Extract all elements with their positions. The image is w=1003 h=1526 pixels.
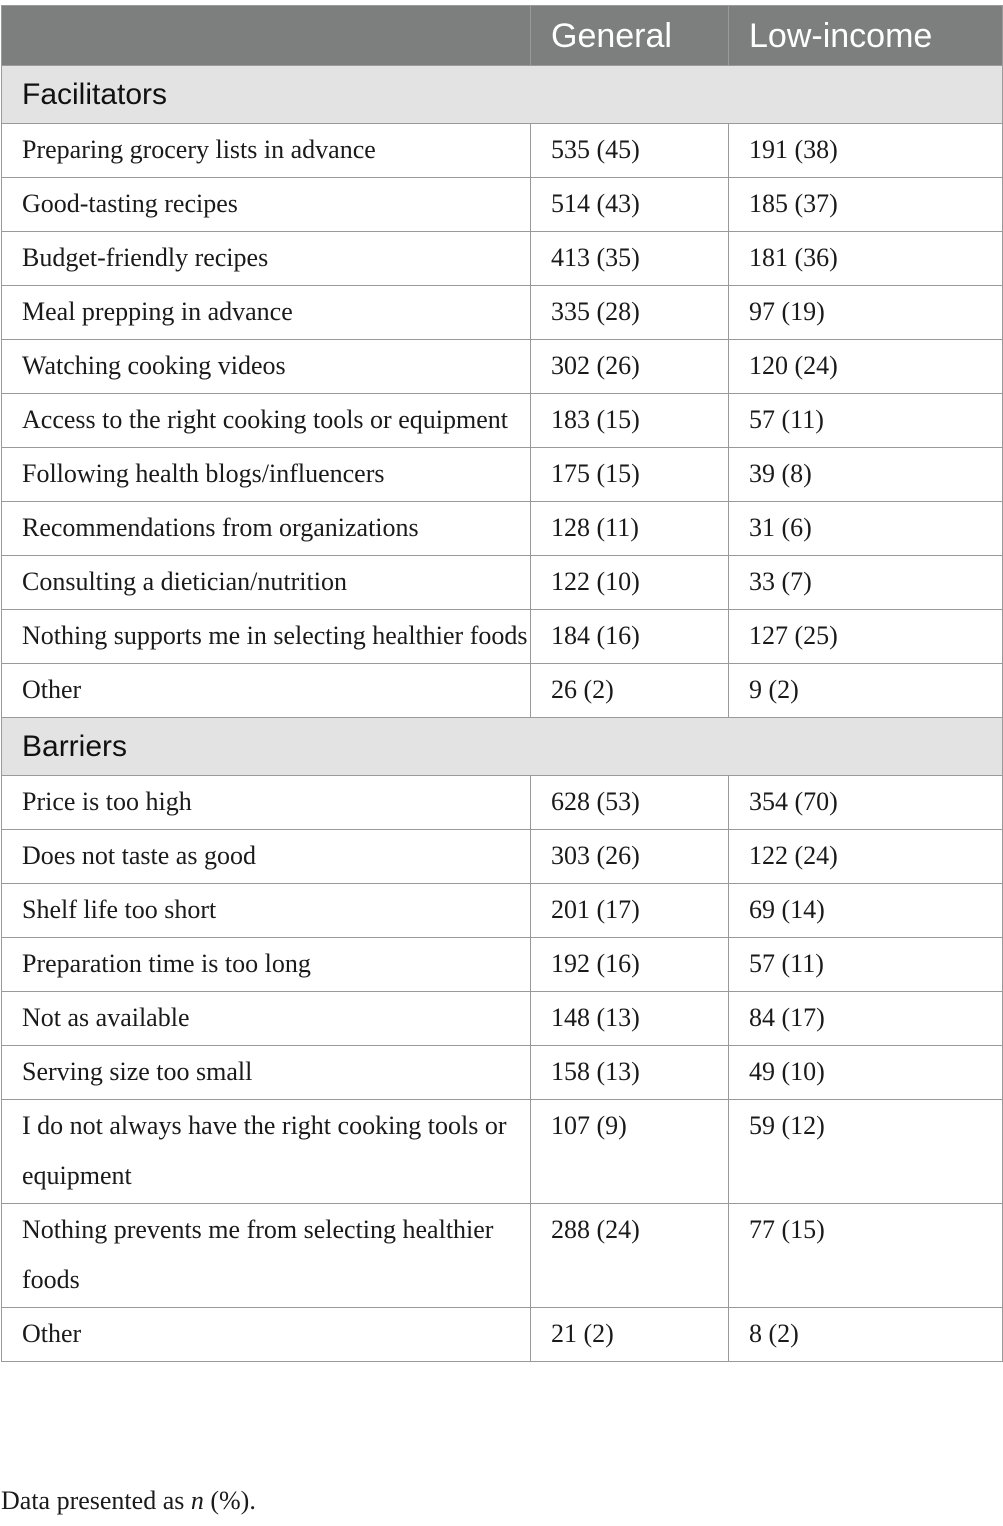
row-label: Serving size too small — [2, 1046, 531, 1100]
table-row — [2, 992, 1003, 1046]
footnote — [1, 1486, 256, 1516]
low-income-value: 97 (19) — [729, 286, 1003, 340]
table-row — [2, 1308, 1003, 1362]
general-value: 288 (24) — [531, 1204, 729, 1308]
general-value: 175 (15) — [531, 448, 729, 502]
low-income-value: 181 (36) — [729, 232, 1003, 286]
general-value: 335 (28) — [531, 286, 729, 340]
low-income-value: 122 (24) — [729, 830, 1003, 884]
row-label: Budget-friendly recipes — [2, 232, 531, 286]
row-label: Preparing grocery lists in advance — [2, 124, 531, 178]
table-row — [2, 556, 1003, 610]
table-row — [2, 938, 1003, 992]
row-label: Following health blogs/influencers — [2, 448, 531, 502]
low-income-value: 49 (10) — [729, 1046, 1003, 1100]
row-label: Preparation time is too long — [2, 938, 531, 992]
table-row — [2, 884, 1003, 938]
general-value: 122 (10) — [531, 556, 729, 610]
low-income-value: 57 (11) — [729, 938, 1003, 992]
row-label: Other — [2, 1308, 531, 1362]
row-label: Watching cooking videos — [2, 340, 531, 394]
general-value: 107 (9) — [531, 1100, 729, 1204]
table-row — [2, 502, 1003, 556]
low-income-value: 185 (37) — [729, 178, 1003, 232]
section-row — [2, 718, 1003, 776]
low-income-value: 8 (2) — [729, 1308, 1003, 1362]
section-title: Facilitators — [2, 66, 1003, 124]
header-empty — [2, 6, 531, 66]
footnote-prefix: Data presented as — [1, 1486, 191, 1515]
general-value: 21 (2) — [531, 1308, 729, 1362]
general-value: 128 (11) — [531, 502, 729, 556]
general-value: 201 (17) — [531, 884, 729, 938]
general-value: 158 (13) — [531, 1046, 729, 1100]
table-header — [2, 6, 1003, 66]
row-label: Shelf life too short — [2, 884, 531, 938]
table-row — [2, 610, 1003, 664]
table-row — [2, 178, 1003, 232]
table-row — [2, 1100, 1003, 1204]
row-label: Price is too high — [2, 776, 531, 830]
table-row — [2, 232, 1003, 286]
data-table — [1, 5, 1003, 1362]
row-label: Nothing prevents me from selecting healthier foods — [2, 1204, 531, 1308]
row-label: Not as available — [2, 992, 531, 1046]
row-label: Consulting a dietician/nutrition — [2, 556, 531, 610]
low-income-value: 69 (14) — [729, 884, 1003, 938]
general-value: 303 (26) — [531, 830, 729, 884]
table-row — [2, 448, 1003, 502]
table-row — [2, 664, 1003, 718]
low-income-value: 31 (6) — [729, 502, 1003, 556]
general-value: 628 (53) — [531, 776, 729, 830]
general-value: 148 (13) — [531, 992, 729, 1046]
general-value: 302 (26) — [531, 340, 729, 394]
header-row — [2, 6, 1003, 66]
low-income-value: 127 (25) — [729, 610, 1003, 664]
general-value: 184 (16) — [531, 610, 729, 664]
low-income-value: 191 (38) — [729, 124, 1003, 178]
row-label: Access to the right cooking tools or equipment — [2, 394, 531, 448]
low-income-value: 59 (12) — [729, 1100, 1003, 1204]
table-row — [2, 830, 1003, 884]
table-row — [2, 124, 1003, 178]
table-row — [2, 776, 1003, 830]
low-income-value: 57 (11) — [729, 394, 1003, 448]
general-value: 413 (35) — [531, 232, 729, 286]
low-income-value: 33 (7) — [729, 556, 1003, 610]
general-value: 183 (15) — [531, 394, 729, 448]
low-income-value: 39 (8) — [729, 448, 1003, 502]
low-income-value: 84 (17) — [729, 992, 1003, 1046]
row-label: Other — [2, 664, 531, 718]
low-income-value: 354 (70) — [729, 776, 1003, 830]
row-label: Nothing supports me in selecting healthier foods — [2, 610, 531, 664]
low-income-value: 9 (2) — [729, 664, 1003, 718]
footnote-suffix: (%). — [203, 1486, 256, 1515]
table-row — [2, 394, 1003, 448]
general-value: 26 (2) — [531, 664, 729, 718]
table-row — [2, 286, 1003, 340]
low-income-value: 77 (15) — [729, 1204, 1003, 1308]
low-income-value: 120 (24) — [729, 340, 1003, 394]
general-value: 535 (45) — [531, 124, 729, 178]
row-label: Good-tasting recipes — [2, 178, 531, 232]
section-title: Barriers — [2, 718, 1003, 776]
table-row — [2, 340, 1003, 394]
table-row — [2, 1046, 1003, 1100]
general-value: 192 (16) — [531, 938, 729, 992]
row-label: Recommendations from organizations — [2, 502, 531, 556]
table-row — [2, 1204, 1003, 1308]
row-label: Meal prepping in advance — [2, 286, 531, 340]
table-body — [2, 66, 1003, 1362]
header-general: General — [531, 6, 729, 66]
footnote-italic: n — [190, 1486, 204, 1515]
general-value: 514 (43) — [531, 178, 729, 232]
row-label: Does not taste as good — [2, 830, 531, 884]
header-low-income: Low-income — [729, 6, 1003, 66]
row-label: I do not always have the right cooking tools or equipment — [2, 1100, 531, 1204]
section-row — [2, 66, 1003, 124]
